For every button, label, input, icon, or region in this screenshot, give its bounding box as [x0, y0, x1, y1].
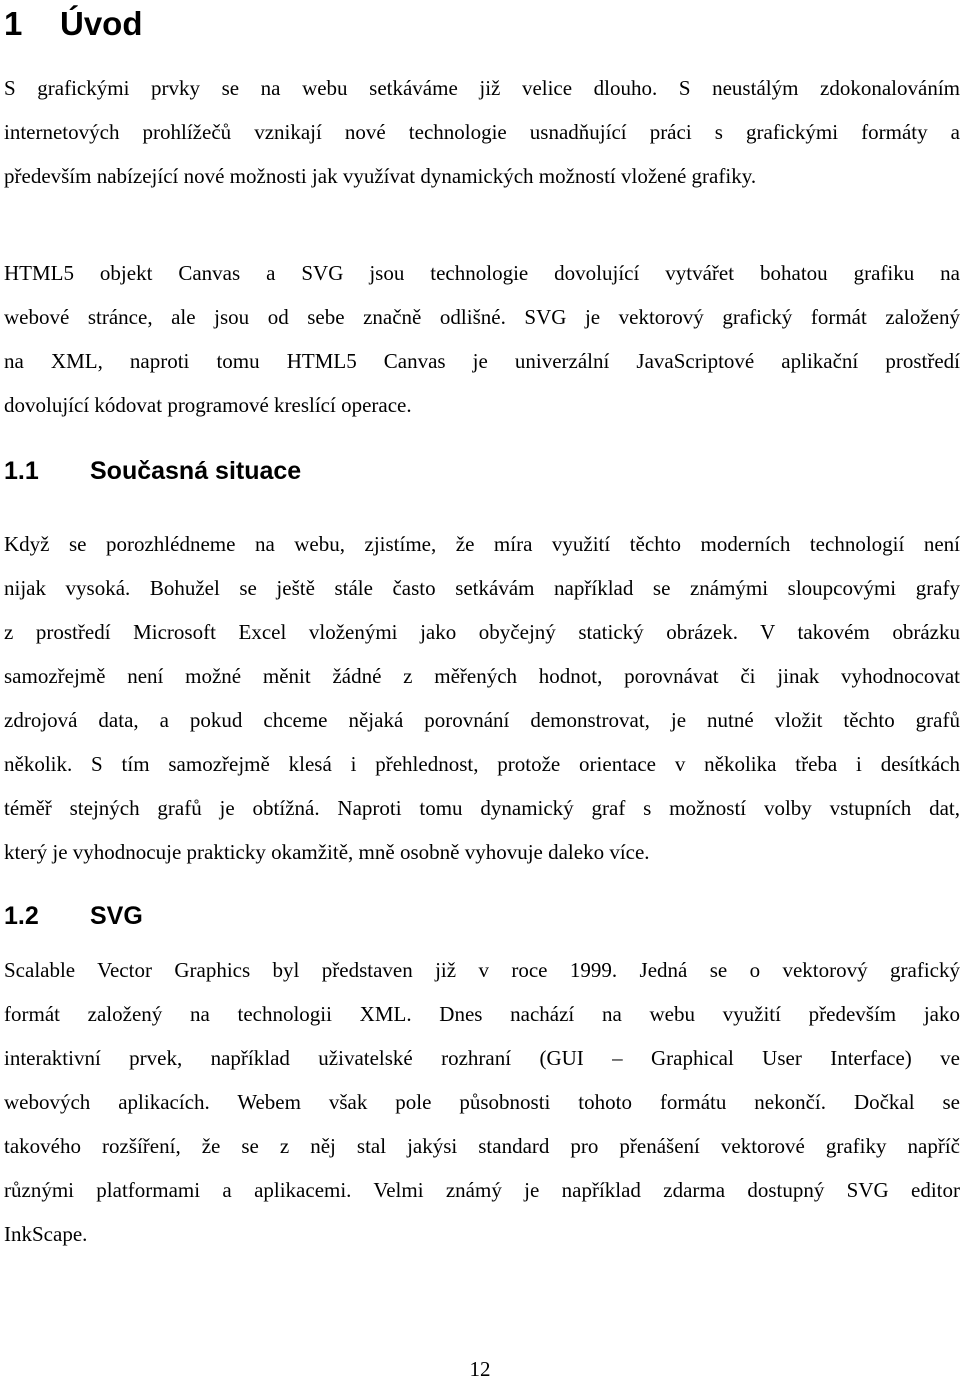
text-line: zdrojová data, a pokud chceme nějaká porovnání demonstrovat, je nutné vložit těchto grafů	[4, 708, 960, 732]
section-title: SVG	[90, 902, 143, 930]
text-line: interaktivní prvek, například uživatelské rozhraní (GUI – Graphical User Interface) ve	[4, 1046, 960, 1070]
text-line: z prostředí Microsoft Excel vloženými jako obyčejný statický obrázek. V takovém obrázku	[4, 620, 960, 644]
text-line: InkScape.	[4, 1222, 88, 1246]
section-number: 1.2	[4, 902, 39, 930]
text-line: na XML, naproti tomu HTML5 Canvas je univerzální JavaScriptové aplikační prostředí	[4, 349, 960, 373]
text-line: internetových prohlížečů vznikají nové technologie usnadňující práci s grafickými formáty a	[4, 120, 960, 144]
text-line: takového rozšíření, že se z něj stal jakýsi standard pro přenášení vektorové grafiky napříč	[4, 1134, 960, 1158]
text-line: Když se porozhlédneme na webu, zjistíme, že míra využití těchto moderních technologií není	[4, 532, 960, 556]
text-line: nijak vysoká. Bohužel se ještě stále často setkávám například se známými sloupcovými grafy	[4, 576, 960, 600]
section-title: Současná situace	[90, 457, 302, 485]
section-heading-svg	[4, 899, 143, 933]
chapter-number: 1	[4, 5, 23, 42]
section-heading-current-situation	[4, 454, 301, 488]
text-line: webových aplikacích. Webem však pole působnosti tohoto formátu nekončí. Dočkal se	[4, 1090, 960, 1114]
text-line: S grafickými prvky se na webu setkáváme již velice dlouho. S neustálým zdokonalováním	[4, 76, 960, 100]
page-number: 12	[469, 1357, 491, 1381]
text-line: samozřejmě není možné měnit žádné z měřených hodnot, porovnávat či jinak vyhodnocovat	[4, 664, 960, 688]
text-line: který je vyhodnocuje prakticky okamžitě, mně osobně vyhovuje daleko více.	[4, 840, 650, 864]
intro-paragraph-1	[4, 66, 960, 198]
text-line: několik. S tím samozřejmě klesá i přehlednost, protože orientace v několika třeba i desítkách	[4, 752, 960, 776]
intro-paragraph-2	[4, 251, 960, 427]
text-line: webové stránce, ale jsou od sebe značně odlišné. SVG je vektorový grafický formát založený	[4, 305, 960, 329]
current-situation-paragraph	[4, 522, 960, 874]
text-line: téměř stejných grafů je obtížná. Naproti tomu dynamický graf s možností volby vstupních dat,	[4, 796, 960, 820]
text-line: dovolující kódovat programové kreslící operace.	[4, 393, 412, 417]
text-line: Scalable Vector Graphics byl představen již v roce 1999. Jedná se o vektorový grafický	[4, 958, 960, 982]
text-line: HTML5 objekt Canvas a SVG jsou technologie dovolující vytvářet bohatou grafiku na	[4, 261, 960, 285]
chapter-heading	[4, 2, 143, 46]
text-line: především nabízející nové možnosti jak využívat dynamických možností vložené grafiky.	[4, 164, 757, 188]
section-number: 1.1	[4, 457, 39, 485]
svg-paragraph	[4, 948, 960, 1256]
text-line: různými platformami a aplikacemi. Velmi známý je například zdarma dostupný SVG editor	[4, 1178, 960, 1202]
chapter-title: Úvod	[60, 5, 143, 42]
text-line: formát založený na technologii XML. Dnes nachází na webu využití především jako	[4, 1002, 960, 1026]
